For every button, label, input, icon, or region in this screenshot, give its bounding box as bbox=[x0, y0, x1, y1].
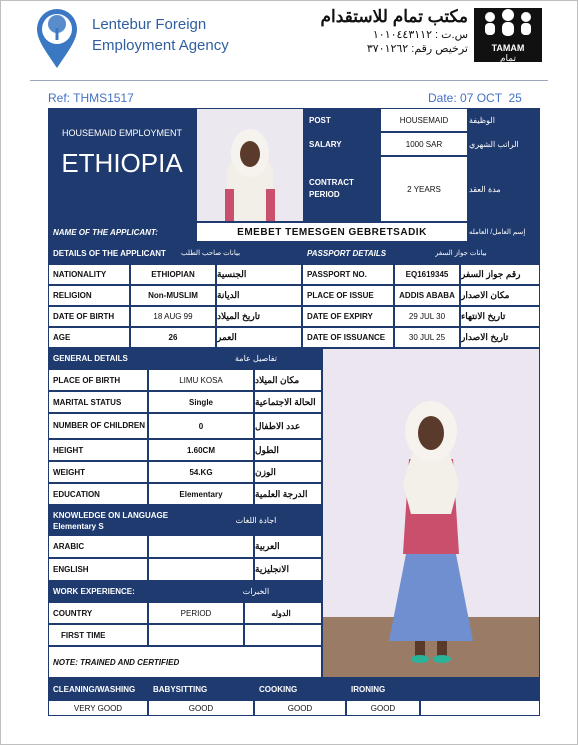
position-label-salary: SALARY bbox=[304, 132, 380, 156]
position-label-contract: CONTRACT PERIOD bbox=[304, 156, 380, 222]
detail-ar-age: العمر bbox=[216, 327, 302, 348]
passport-header: PASSPORT DETAILS bbox=[302, 242, 434, 264]
detail-value-religion: Non-MUSLIM bbox=[130, 285, 216, 306]
detail-label-age: AGE bbox=[48, 327, 130, 348]
general-ar-education: الدرجة العلمية bbox=[254, 483, 322, 505]
work-row-first-time-country bbox=[244, 624, 322, 646]
general-value-place-of-birth: LIMU KOSA bbox=[148, 369, 254, 391]
skill-value-ironing: GOOD bbox=[346, 700, 420, 716]
skill-value-empty bbox=[420, 700, 540, 716]
general-ar-children: عدد الاطفال bbox=[254, 413, 322, 439]
language-label-english: ENGLISH bbox=[48, 558, 148, 581]
general-value-education: Elementary bbox=[148, 483, 254, 505]
passport-label-issue-place: PLACE OF ISSUE bbox=[302, 285, 394, 306]
position-ar-contract: مدة العقد bbox=[468, 156, 540, 222]
position-value-contract: 2 YEARS bbox=[380, 156, 468, 222]
agency-name-en bbox=[92, 14, 229, 56]
detail-ar-nationality: الجنسية bbox=[216, 264, 302, 285]
applicant-photo-small bbox=[196, 108, 304, 222]
skill-value-cooking: GOOD bbox=[254, 700, 346, 716]
general-label-height: HEIGHT bbox=[48, 439, 148, 461]
general-value-height: 1.60CM bbox=[148, 439, 254, 461]
detail-value-age: 26 bbox=[130, 327, 216, 348]
skill-label-cooking: COOKING bbox=[254, 678, 346, 700]
work-header: WORK EXPERIENCE: bbox=[48, 581, 196, 602]
full-portrait-icon bbox=[323, 349, 539, 677]
work-row-first-time-period bbox=[148, 624, 244, 646]
position-value-post: HOUSEMAID bbox=[380, 108, 468, 132]
agency-name-line1: Lentebur Foreign bbox=[92, 16, 207, 33]
passport-value-issue-place: ADDIS ABABA bbox=[394, 285, 460, 306]
work-col-ar: الدوله bbox=[244, 602, 322, 624]
document-date: Date: 07 OCT 25 bbox=[428, 91, 522, 105]
general-label-education: EDUCATION bbox=[48, 483, 148, 505]
general-value-children: 0 bbox=[148, 413, 254, 439]
details-header: DETAILS OF THE APPLICANT bbox=[48, 242, 180, 264]
general-ar-marital-status: الحالة الاجتماعية bbox=[254, 391, 322, 413]
general-label-place-of-birth: PLACE OF BIRTH bbox=[48, 369, 148, 391]
position-label-post: POST bbox=[304, 108, 380, 132]
detail-label-religion: RELIGION bbox=[48, 285, 130, 306]
agency-name-line2: Employment Agency bbox=[92, 37, 229, 54]
language-ar-english: الانجليزية bbox=[254, 558, 322, 581]
passport-value-issuance: 30 JUL 25 bbox=[394, 327, 460, 348]
language-header-ar: اجادة اللغات bbox=[196, 505, 322, 535]
header-rule bbox=[30, 80, 548, 81]
passport-label-number: PASSPORT NO. bbox=[302, 264, 394, 285]
passport-ar-expiry: تاريخ الانتهاء bbox=[460, 306, 540, 327]
general-value-weight: 54.KG bbox=[148, 461, 254, 483]
skill-value-cleaning: VERY GOOD bbox=[48, 700, 148, 716]
position-ar-salary: الراتب الشهري bbox=[468, 132, 540, 156]
agency-ar-license: ترخيص رقم: ٣٧٠١٢٦٢ bbox=[366, 43, 468, 55]
skill-label-cleaning: CLEANING/WASHING bbox=[48, 678, 148, 700]
language-label-arabic: ARABIC bbox=[48, 535, 148, 558]
passport-ar-issuance: تاريخ الاصدار bbox=[460, 327, 540, 348]
applicant-name-label: NAME OF THE APPLICANT: bbox=[48, 222, 196, 242]
position-ar-post: الوظيفة bbox=[468, 108, 540, 132]
general-ar-place-of-birth: مكان الميلاد bbox=[254, 369, 322, 391]
language-value-arabic bbox=[148, 535, 254, 558]
agency-ar-cr: س.ت : ١٠١٠٤٤٣١١٢ bbox=[372, 29, 468, 41]
passport-ar-issue-place: مكان الاصدار bbox=[460, 285, 540, 306]
map-pin-tree-icon bbox=[35, 8, 79, 70]
details-header-ar: بيانات صاحب الطلب bbox=[180, 242, 302, 264]
detail-label-nationality: NATIONALITY bbox=[48, 264, 130, 285]
trained-note: NOTE: TRAINED AND CERTIFIED bbox=[48, 646, 322, 678]
skill-label-ironing: IRONING bbox=[346, 678, 540, 700]
applicant-name-ar: إسم العامل/ العامله bbox=[468, 222, 540, 242]
language-ar-arabic: العربية bbox=[254, 535, 322, 558]
passport-label-expiry: DATE OF EXPIRY bbox=[302, 306, 394, 327]
people-logo-icon bbox=[474, 8, 542, 38]
passport-ar-number: رقم جواز السفر bbox=[460, 264, 540, 285]
work-row-first-time: FIRST TIME bbox=[48, 624, 148, 646]
passport-value-expiry: 29 JUL 30 bbox=[394, 306, 460, 327]
work-col-period: PERIOD bbox=[148, 602, 244, 624]
language-header-title: KNOWLEDGE ON LANGUAGE bbox=[53, 511, 169, 520]
general-label-children: NUMBER OF CHILDREN bbox=[48, 413, 148, 439]
ref-number: Ref: THMS1517 bbox=[48, 91, 134, 105]
language-header bbox=[48, 505, 196, 535]
skill-label-babysitting: BABYSITTING bbox=[148, 678, 254, 700]
detail-value-nationality: ETHIOPIAN bbox=[130, 264, 216, 285]
applicant-photo-full bbox=[322, 348, 540, 678]
hero-country: ETHIOPIA bbox=[61, 148, 183, 178]
detail-label-dob: DATE OF BIRTH bbox=[48, 306, 130, 327]
agency-name-ar bbox=[268, 6, 468, 56]
general-label-weight: WEIGHT bbox=[48, 461, 148, 483]
passport-header-ar: بيانات جواز السفر bbox=[434, 242, 540, 264]
passport-label-issuance: DATE OF ISSUANCE bbox=[302, 327, 394, 348]
applicant-name: EMEBET TEMESGEN GEBRETSADIK bbox=[196, 222, 468, 242]
detail-ar-dob: تاريخ الميلاد bbox=[216, 306, 302, 327]
work-header-ar: الخبرات bbox=[196, 581, 322, 602]
detail-value-dob: 18 AUG 99 bbox=[130, 306, 216, 327]
detail-ar-religion: الديانة bbox=[216, 285, 302, 306]
portrait-icon bbox=[197, 109, 303, 221]
agency-ar-title: مكتب تمام للاستقدام bbox=[320, 7, 468, 26]
general-value-marital-status: Single bbox=[148, 391, 254, 413]
general-label-marital-status: MARITAL STATUS bbox=[48, 391, 148, 413]
passport-value-number: EQ1619345 bbox=[394, 264, 460, 285]
hero-panel bbox=[48, 108, 196, 222]
skill-value-babysitting: GOOD bbox=[148, 700, 254, 716]
logo-text: TAMAM bbox=[491, 43, 525, 53]
general-ar-height: الطول bbox=[254, 439, 322, 461]
language-value-english bbox=[148, 558, 254, 581]
general-header: GENERAL DETAILS bbox=[48, 348, 196, 369]
hero-subtitle: HOUSEMAID EMPLOYMENT bbox=[61, 128, 182, 138]
logo-ar: تمام bbox=[499, 53, 517, 63]
position-value-salary: 1000 SAR bbox=[380, 132, 468, 156]
agency-logo-pin bbox=[35, 8, 79, 70]
tamam-logo bbox=[474, 8, 542, 62]
general-header-ar: تفاصيل عامة bbox=[196, 348, 322, 369]
language-header-level: Elementary S bbox=[53, 522, 104, 531]
general-ar-weight: الوزن bbox=[254, 461, 322, 483]
work-col-country: COUNTRY bbox=[48, 602, 148, 624]
